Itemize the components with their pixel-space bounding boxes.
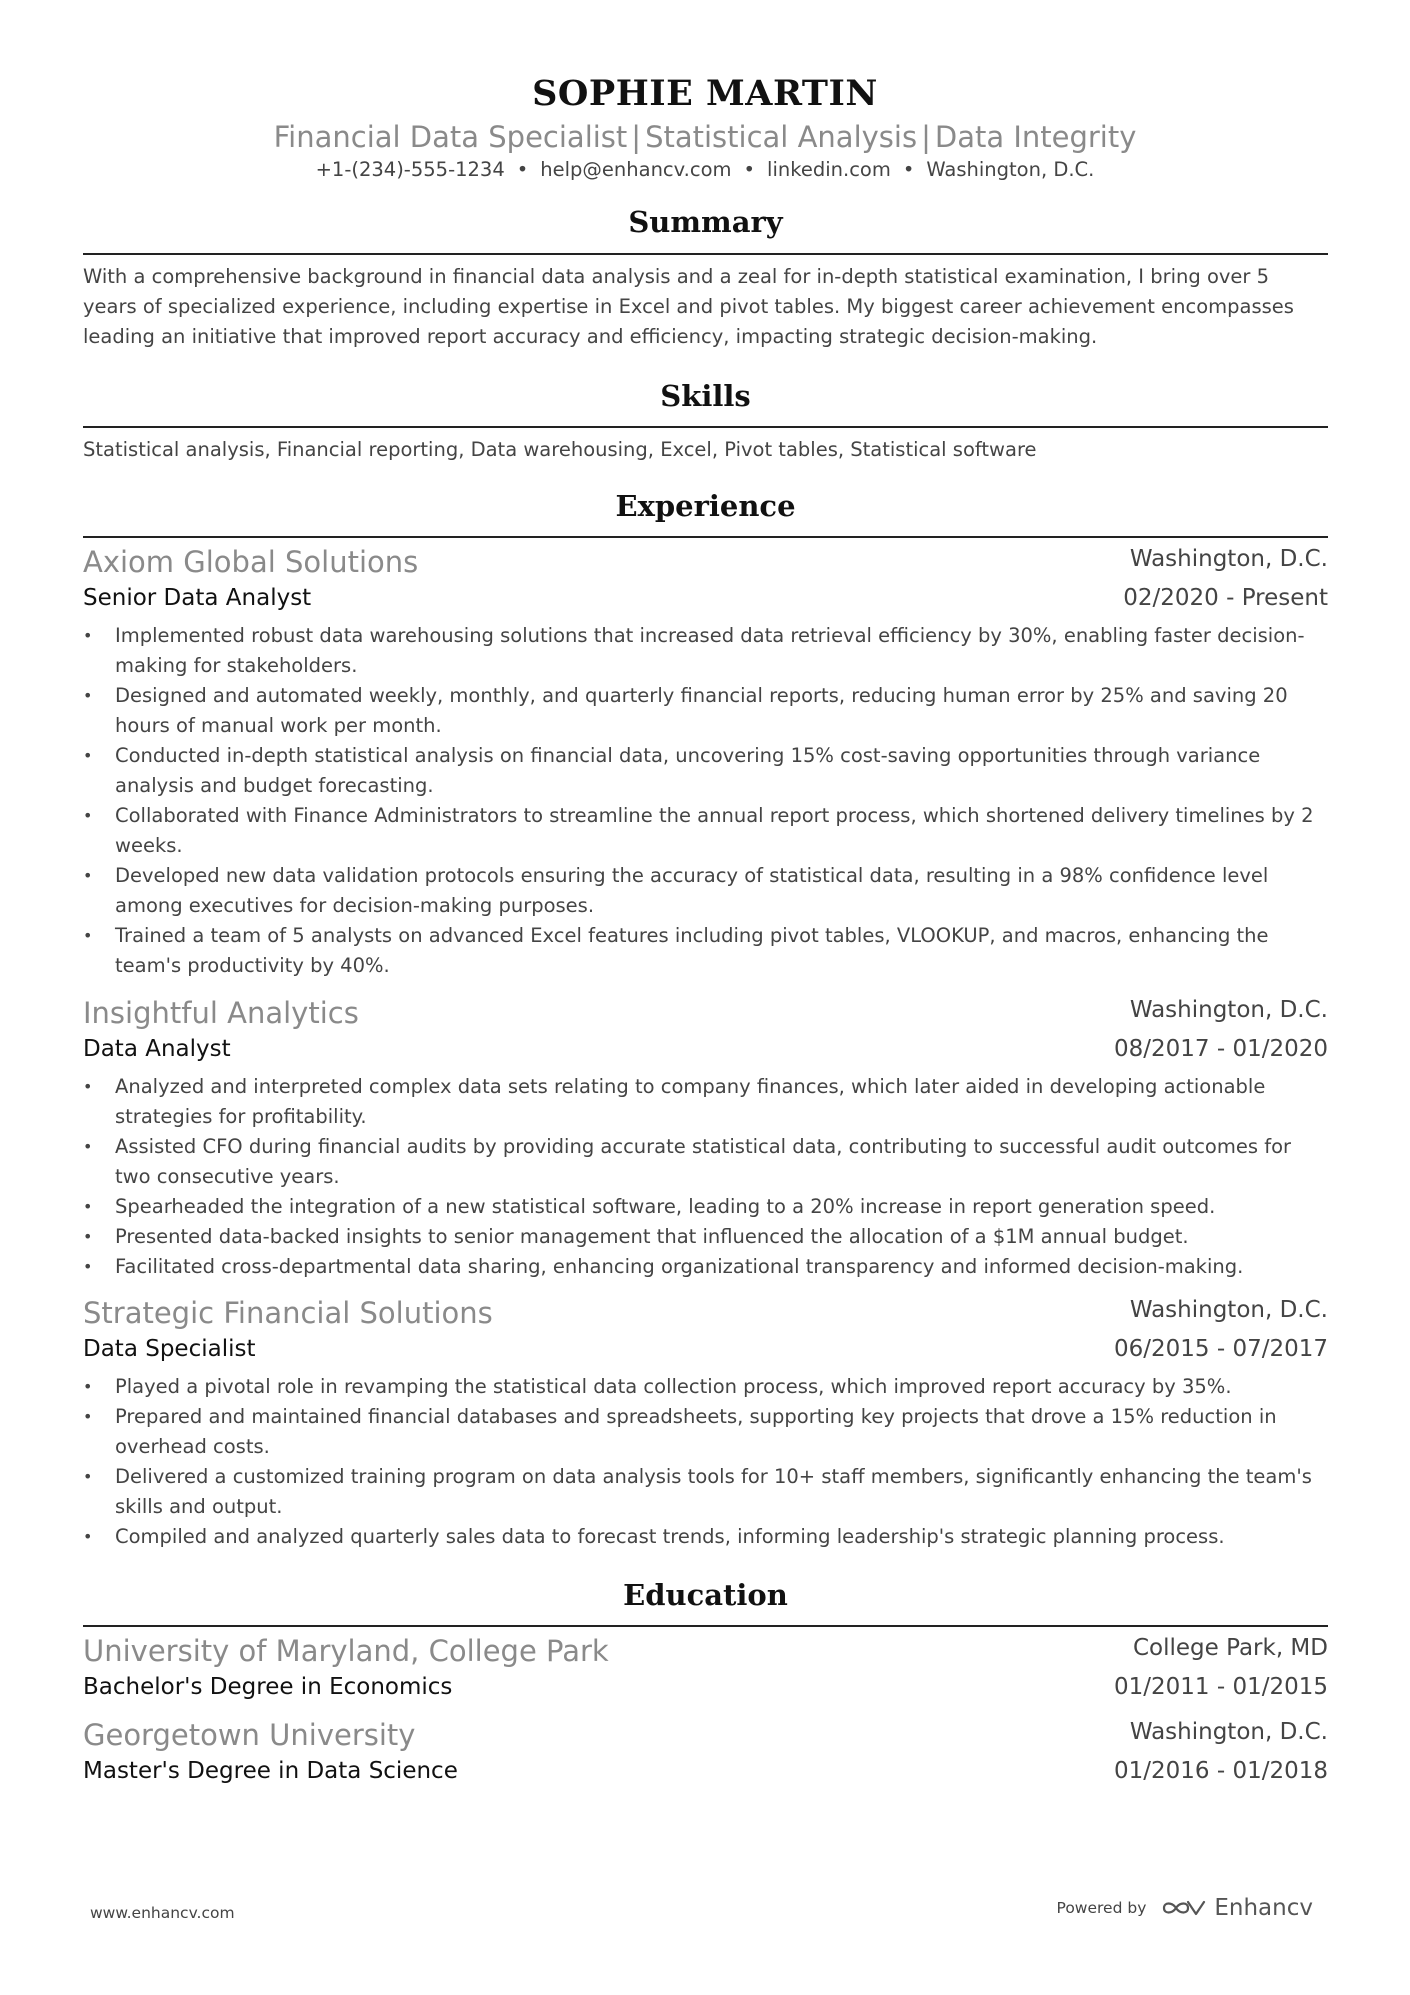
job-company: Insightful Analytics xyxy=(83,996,359,1030)
tagline-separator: | xyxy=(631,120,642,154)
list-item: • Trained a team of 5 analysts on advanced Excel features including pivot tables, VLOOKUP, and macros, enhancing the team's productivity by 40%. xyxy=(83,921,1328,981)
enhancv-logo-icon xyxy=(1160,1896,1206,1920)
tagline-item: Financial Data Specialist xyxy=(273,120,628,154)
contact-location: Washington, D.C. xyxy=(926,158,1095,181)
list-item: • Implemented robust data warehousing solutions that increased data retrieval efficiency by 30%, enabling faster decision-making for stakeholders. xyxy=(83,621,1328,681)
job-bullets xyxy=(83,621,1328,981)
bullet-separator: • xyxy=(743,158,756,181)
job-role: Data Analyst xyxy=(83,1036,231,1062)
school-location: College Park, MD xyxy=(1132,1635,1328,1661)
section-divider xyxy=(83,253,1328,255)
list-item: • Analyzed and interpreted complex data sets relating to company finances, which later aided in developing actionable strategies for profitability. xyxy=(83,1072,1328,1132)
school-degree: Master's Degree in Data Science xyxy=(83,1758,458,1784)
tagline xyxy=(0,120,1410,154)
job-dates: 08/2017 - 01/2020 xyxy=(1113,1036,1328,1062)
school-location: Washington, D.C. xyxy=(1129,1719,1328,1745)
school-dates: 01/2016 - 01/2018 xyxy=(1113,1758,1328,1784)
list-item: • Collaborated with Finance Administrators to streamline the annual report process, which shortened delivery timelines by 2 weeks. xyxy=(83,801,1328,861)
tagline-separator: | xyxy=(921,120,931,154)
list-item: • Spearheaded the integration of a new statistical software, leading to a 20% increase in report generation speed. xyxy=(83,1192,1328,1222)
enhancv-brand-name: Enhancv xyxy=(1214,1895,1313,1921)
job-company: Axiom Global Solutions xyxy=(83,545,419,579)
candidate-name: SOPHIE MARTIN xyxy=(532,73,878,114)
list-item: • Presented data-backed insights to senior management that influenced the allocation of a $1M annual budget. xyxy=(83,1222,1328,1252)
list-item: • Developed new data validation protocols ensuring the accuracy of statistical data, resulting in a 98% confidence level among executives for decision-making purposes. xyxy=(83,861,1328,921)
section-title-education: Education xyxy=(623,1578,788,1612)
tagline-item: Statistical Analysis xyxy=(645,120,918,154)
job-location: Washington, D.C. xyxy=(1129,997,1328,1023)
job-location: Washington, D.C. xyxy=(1129,1297,1328,1323)
section-divider xyxy=(83,1625,1328,1627)
job-location: Washington, D.C. xyxy=(1129,546,1328,572)
section-title-experience: Experience xyxy=(615,489,796,523)
job-dates: 02/2020 - Present xyxy=(1123,585,1328,611)
section-title-summary: Summary xyxy=(628,205,783,239)
bullet-separator: • xyxy=(516,158,529,181)
bullet-separator: • xyxy=(902,158,915,181)
enhancv-brand[interactable] xyxy=(1160,1895,1313,1921)
contact-linkedin[interactable]: linkedin.com xyxy=(767,158,891,181)
job-bullets xyxy=(83,1072,1328,1282)
job-role: Senior Data Analyst xyxy=(83,585,312,611)
list-item: • Designed and automated weekly, monthly, and quarterly financial reports, reducing human error by 25% and saving 20 hours of manual work per month. xyxy=(83,681,1328,741)
list-item: • Prepared and maintained financial databases and spreadsheets, supporting key projects that drove a 15% reduction in overhead costs. xyxy=(83,1402,1328,1462)
job-company: Strategic Financial Solutions xyxy=(83,1296,493,1330)
section-divider xyxy=(83,426,1328,428)
school-name: University of Maryland, College Park xyxy=(83,1634,609,1668)
section-title-skills: Skills xyxy=(660,379,751,413)
summary-text: With a comprehensive background in financial data analysis and a zeal for in-depth statistical examination, I bring over 5 years of specialized experience, including expertise in Excel and pivot tables. My biggest career achievement encompasses leading an initiative that improved report accuracy and efficiency, impacting strategic decision-making. xyxy=(83,265,1294,348)
list-item: • Conducted in-depth statistical analysis on financial data, uncovering 15% cost-saving opportunities through variance analysis and budget forecasting. xyxy=(83,741,1328,801)
job-dates: 06/2015 - 07/2017 xyxy=(1113,1336,1328,1362)
section-divider xyxy=(83,536,1328,538)
school-degree: Bachelor's Degree in Economics xyxy=(83,1674,453,1700)
list-item: • Compiled and analyzed quarterly sales data to forecast trends, informing leadership's strategic planning process. xyxy=(83,1522,1328,1552)
job-role: Data Specialist xyxy=(83,1336,256,1362)
contact-email[interactable]: help@enhancv.com xyxy=(540,158,732,181)
list-item: • Facilitated cross-departmental data sharing, enhancing organizational transparency and informed decision-making. xyxy=(83,1252,1328,1282)
list-item: • Played a pivotal role in revamping the statistical data collection process, which improved report accuracy by 35%. xyxy=(83,1372,1328,1402)
school-name: Georgetown University xyxy=(83,1718,416,1752)
skills-text: Statistical analysis, Financial reporting, Data warehousing, Excel, Pivot tables, Statistical software xyxy=(83,438,1037,461)
job-bullets xyxy=(83,1372,1328,1552)
list-item: • Delivered a customized training program on data analysis tools for 10+ staff members, significantly enhancing the team's skills and output. xyxy=(83,1462,1328,1522)
list-item: • Assisted CFO during financial audits by providing accurate statistical data, contributing to successful audit outcomes for two consecutive years. xyxy=(83,1132,1328,1192)
contact-phone: +1-(234)-555-1234 xyxy=(315,158,505,181)
powered-by-label: Powered by xyxy=(1056,1899,1147,1917)
school-dates: 01/2011 - 01/2015 xyxy=(1113,1674,1328,1700)
tagline-item: Data Integrity xyxy=(934,120,1137,154)
footer-website[interactable]: www.enhancv.com xyxy=(90,1904,235,1922)
footer-branding xyxy=(1057,1895,1313,1921)
contact-line xyxy=(0,158,1410,181)
